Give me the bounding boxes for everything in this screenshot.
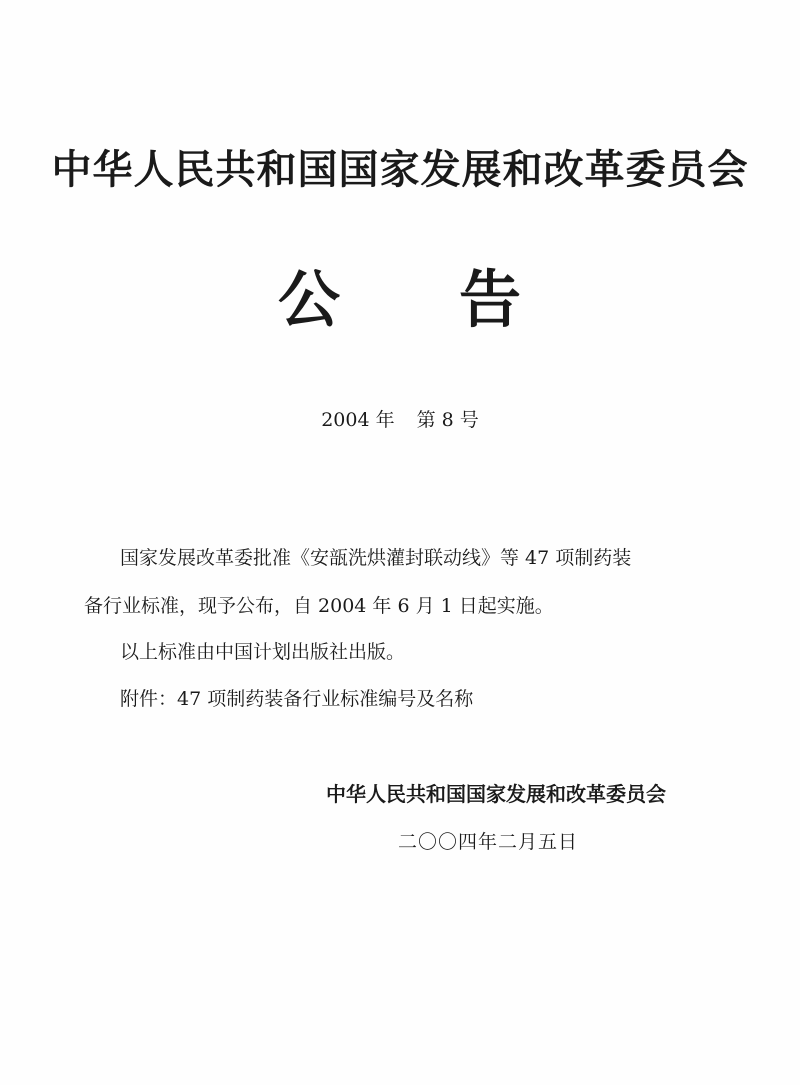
- document-year: 2004 年: [321, 409, 395, 431]
- signature-issuer: 中华人民共和国国家发展和改革委员会: [326, 782, 666, 806]
- paragraph-publisher: 以上标准由中国计划出版社出版。: [120, 641, 406, 663]
- document-serial: 第 8 号: [416, 409, 479, 431]
- document-number: [0, 404, 800, 436]
- signature-date: 二〇〇四年二月五日: [398, 831, 579, 853]
- doc-type-char-right: 告: [459, 263, 523, 336]
- paragraph-approval-line-1: 国家发展改革委批准《安瓿洗烘灌封联动线》等 47 项制药装: [120, 547, 632, 569]
- paragraph-approval-line-2: 备行业标准，现予公布，自 2004 年 6 月 1 日起实施。: [84, 595, 554, 617]
- document-type-heading: [0, 260, 800, 340]
- issuer-title: 中华人民共和国国家发展和改革委员会: [51, 147, 749, 193]
- doc-type-char-left: 公: [277, 263, 341, 336]
- paragraph-attachment: 附件：47 项制药装备行业标准编号及名称: [120, 688, 474, 710]
